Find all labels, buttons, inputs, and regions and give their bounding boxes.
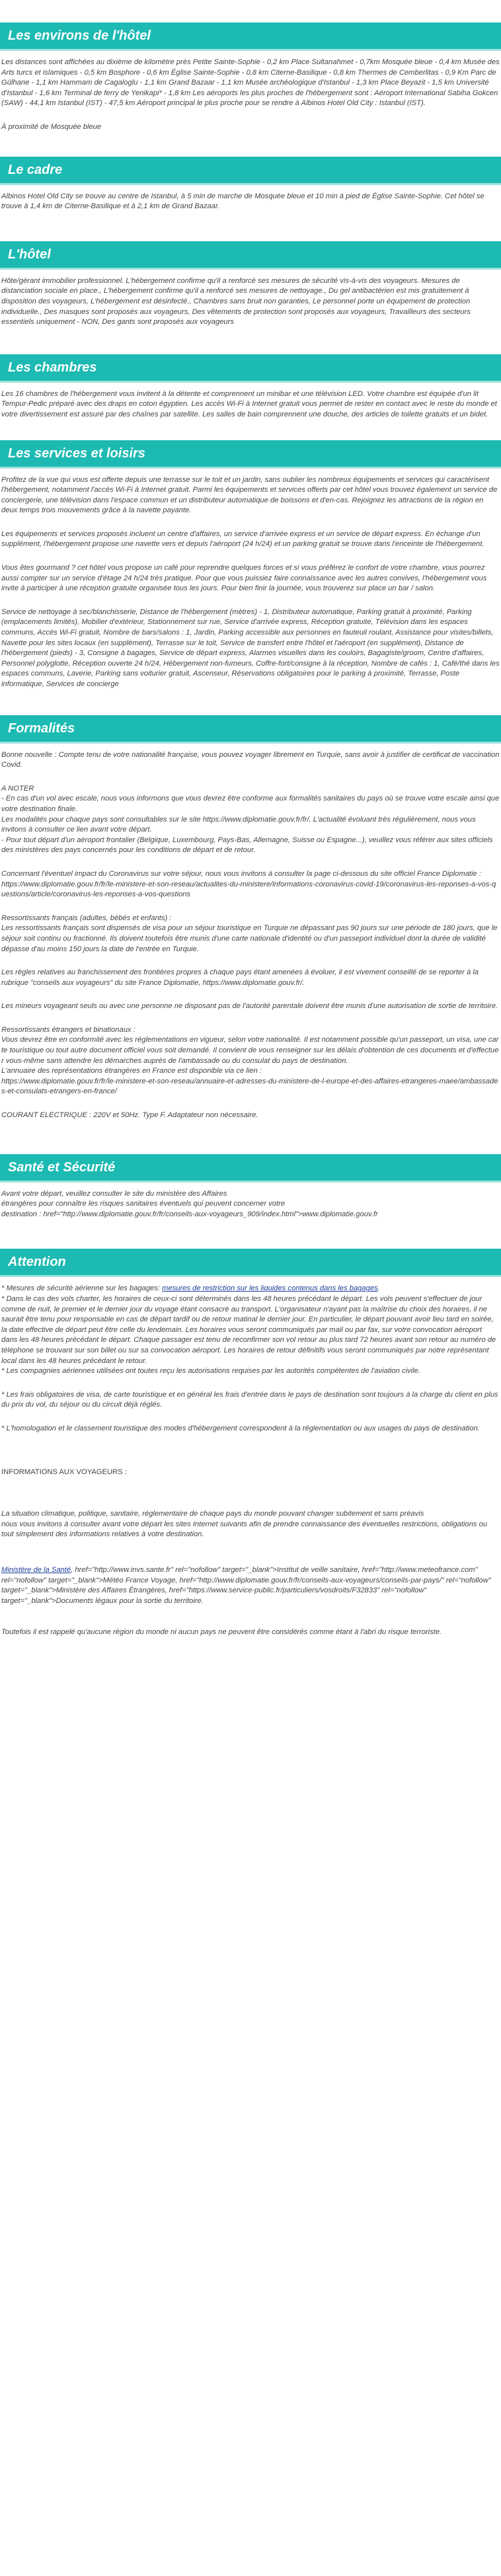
attention-text-6 [0,1565,501,1606]
hotel-text: Hôte/gérant immobilier professionnel. L'hébergement confirme qu'il a renforcé ses mesures de sécurité vis-à-vis des voyageurs. Mesures de distanciation sociale en place., L'hébergement confirme qu'il a renforcé ses mesures de nettoyage., Du gel antibactérien est mis gratuitement à disposition des voyageurs, L'hébergement est désinfecté., Chambres sans bruit non garanties, Le personnel porte un équipement de protection individuelle., Des masques sont proposés aux voyageurs, Des vêtements de protection sont proposés aux voyageurs, Travailleurs des secteurs essentiels uniquement - NON, Des gants sont proposés aux voyageurs [1,276,471,327]
formalites-text-1: Bonne nouvelle : Compte tenu de votre nationalité française, vous pouvez voyager librement en Turquie, sans avoir à justifier de certificat de vaccination Covid. [1,750,500,769]
environs-proximity-text: À proximité de Mosquée bleue [1,122,102,131]
attention-text-1 [0,1284,501,1376]
services-text-1: Profitez de la vue qui vous est offerte depuis une terrasse sur le toit et un jardin, sans oublier les nombreux équipements et services qui caractérisent l'hébergement, notamment l'accès Wi-Fi à Internet gratuit. Parmi les équipements et services offerts par cet hôtel vous trouvez également un service de conciergerie, une télévision dans l'espace commun et un distributeur automatique de boissons et d'en-cas. Rejoignez les attractions de la région en deux temps trois mouvements grâce à la navette payante. [1,475,498,515]
sante-text: Avant votre départ, veuillez consulter le site du ministère des Affaires étrangères pour connaître les risques sanitaires éventuels qui peuvent concerner votre destination : href="http://www.diplomatie.gouv.fr/fr/conseils-aux-voyageurs_909/index.html">www.diplomatie.gouv.fr [1,1189,378,1218]
section-title-attention: Attention [0,1249,501,1277]
chambres-text: Les 16 chambres de l'hébergement vous invitent à la détente et comprennent un minibar et une télévision LED. Votre chambre est équipée d'un lit Tempur-Pedic préparé avec des draps en coton égyptien. Les accès Wi-Fi à Internet gratuit vous permet de rester en contact avec le reste du monde et votre divertissement est assuré par des chaînes par satellite. Les salles de bain comprennent une douche, des articles de toilette gratuits et un bidet. [1,389,497,418]
attention-text-3: * L'homologation et le classement touristique des modes d'hébergement correspondent à la réglementation ou aux usages du pays de destination. [1,1424,480,1432]
section-environs [0,0,501,133]
section-sante [0,1154,501,1220]
attention-text-6-body: , href="http://www.invs.sante.fr" rel="nofollow" target="_blank">Institut de veille sanitaire, href="http://www.meteofrance.com" rel="nofollow" target="_blank">Météo France Voyage, href="http://www.diplomatie.gouv.fr/fr/conseils-aux-voyageurs/conseils-par-pays/" rel="nofollow" target="_blank">Ministère des Affaires Étrangères, href="https://www.service-public.fr/particuliers/vosdroits/F32833" rel="nofollow" target="_blank">Documents légaux pour la sortie du territoire. [1,1565,491,1605]
ministere-sante-link[interactable]: Ministère de la Santé [1,1565,71,1574]
section-title-services: Les services et loisirs [0,440,501,469]
attention-text-2: * Les frais obligatoires de visa, de carte touristique et en général les frais d'entrée dans le pays de destination sont toujours à la charge du client en plus du prix du vol, du séjour ou du circuit déjà réglés. [1,1390,498,1409]
attention-text-7: Toutefois il est rappelé qu'aucune région du monde ni aucun pays ne peuvent être considérés comme étant à l'abri du risque terroriste. [1,1628,442,1637]
section-title-environs: Les environs de l'hôtel [0,22,501,51]
liquids-restriction-link[interactable]: mesures de restriction sur les liquides contenus dans les bagages [162,1284,378,1293]
formalites-text-5: Les règles relatives au franchissement des frontières propres à chaque pays étant amenées à évoluer, il est vivement conseillé de se reporter à la rubrique "conseils aux voyageurs" du site France Diplomatie, https://www.diplomatie.gouv.fr/. [1,968,479,987]
formalites-text-4: Ressortissants français (adultes, bébés et enfants) : Les ressortissants français sont dispensés de visa pour un séjour touristique en Turquie ne dépassant pas 90 jours sur une période de 180 jours, que le séjour soit continu ou fractionné. Ils doivent toutefois être munis d'une carte nationale d'identité ou d'un passeport individuel dont la durée de validité dépasse d'au moins 150 jours la date de l'entrée en Turquie. [1,914,498,953]
formalites-text-2: A NOTER - En cas d'un vol avec escale, nous vous informons que vous devrez être conforme aux formalités sanitaires du pays où se trouve votre escale ainsi que votre destination finale. Les modalités pour chaque pays sont consultables sur le site https://www.diplomatie.gouv.fr/fr/. L'actualité évoluant très régulièrement, nous vous invitons à consulter ce lien avant votre départ. - Pour tout départ d'un aéroport frontalier (Belgique, Luxembourg, Pays-Bas, Allemagne, Suisse ou Espagne...), veuillez vous référer aux sites officiels des ministères des pays concernés pour les conditions de départ et de retour. [1,784,500,855]
attention-text-1-body: . * Dans le cas des vols charter, les horaires de ceux-ci sont déterminés dans les 48 heures précédant le départ. Les vols peuvent s'effectuer de jour comme de nuit, le premier et le dernier jour du voyage étant consacré au transport. L'organisateur n'ayant pas la maîtrise du choix des horaires, il ne saurait être tenu pour responsable en cas de départ tardif ou de retour matinal le dernier jour. En particulier, le départ pouvant avoir lieu tard en soirée, la date effective de départ peut être celle du lendemain. Les horaires vous seront communiqués par mail ou par fax, sur votre convocation aéroport dans les 48 heures précédant le départ. Chaque passager est tenu de reconfirmer son vol retour au plus tard 72 heures avant son retour au numéro de téléphone se trouvant sur son billet ou sur sa convocation aéroport. Les horaires de retour définitifs vous seront communiqués par notre représentant local dans les 48 heures précédant le retour. * Les compagnies aériennes utilisées ont toutes reçu les autorisations requises par les autorités compétentes de l'aviation civile. [1,1284,496,1376]
section-title-cadre: Le cadre [0,157,501,185]
formalites-text-7: Ressortissants étrangers et binationaux : Vous devrez être en conformité avec les réglementations en vigueur, selon votre nationalité. Il est notamment possible qu'un passeport, un visa, une carte touristique ou tout autre document officiel vous soit demandé. Il convient de vous renseigner sur les délais d'obtention de ces documents et d'effectuer vous-même sans attendre les démarches auprès de l'ambassade ou du consulat du pays de destination. L'annuaire des représentations étrangères en France est disponible via ce lien : https://www.diplomatie.gouv.fr/fr/le-ministere-et-son-reseau/annuaire-et-adresses-du-ministere-de-l-europe-et-des-affaires-etrangeres-maee/ambassades-et-consulats-etrangers-en-france/ [1,1025,499,1096]
section-formalites [0,715,501,1121]
section-cadre [0,157,501,212]
services-text-2: Les équipements et services proposés incluent un centre d'affaires, un service d'arrivée express et un service de départ express. En échange d'un supplément, l'hébergement propose une navette vers et depuis l'aéroport (24 h/24) et un parking gratuit se trouve dans l'enceinte de l'hébergement. [1,529,484,549]
section-title-hotel: L'hôtel [0,241,501,270]
section-services [0,440,501,690]
services-text-4: Service de nettoyage à sec/blanchisserie, Distance de l'hébergement (mètres) - 1, Distributeur automatique, Parking gratuit à proximité, Parking (emplacements limités), Mobilier d'extérieur, Stationnement sur rue, Service d'arrivée express, Réception gratuite, Télévision dans les espaces communs, Accès Wi-Fi gratuit, Nombre de bars/salons : 1, Jardin, Parking accessible aux personnes en fauteuil roulant, Assistance pour visites/billets, Navette pour les sites locaux (en supplément), Terrasse sur le toit, Service de transfert entre l'hôtel et l'aéroport (en supplément), Distance de l'hébergement (pieds) - 3, Consigne à bagages, Service de départ express, Alarmes visuelles dans les couloirs, Bagagiste/groom, Centre d'affaires, Personnel polyglotte, Réception ouverte 24 h/24, Hébergement non-fumeurs, Coffre-fort/consigne à la réception, Nombre de cafés : 1, Café/thé dans les espaces communs, Laverie, Parking sans voiturier gratuit, Ascenseur, Réservations obligatoires pour le parking à proximité, Terrasse, Poste informatique, Services de concierge [1,607,500,688]
section-hotel [0,241,501,328]
attention-text-5: La situation climatique, politique, sanitaire, réglementaire de chaque pays du monde pouvant changer subitement et sans préavis nous vous invitons à consulter avant votre départ les sites Internet suivants afin de prendre connaissance des éventuelles restrictions, obligations ou tout simplement des informations relatives à votre destination. [1,1510,488,1539]
attention-text-1-prefix: * Mesures de sécurité aérienne sur les bagages: [1,1284,163,1293]
attention-info-heading: INFORMATIONS AUX VOYAGEURS : [1,1467,127,1476]
services-text-3: Vous êtes gourmand ? cet hôtel vous propose un café pour reprendre quelques forces et si vous préférez le confort de votre chambre, vous pourrez aussi compter sur un service d'étage 24 h/24 très pratique. Pour que vous puissiez faire connaissance avec les autres convives, l'hébergement vous invite à participer à une réception gratuite organisée tous les jours. Pour bien finir la journée, vous trouverez sur place un bar / salon. [1,564,487,593]
formalites-text-8: COURANT ELECTRIQUE : 220V et 50Hz. Type F. Adaptateur non nécessaire. [1,1111,258,1120]
section-title-chambres: Les chambres [0,354,501,383]
section-title-formalites: Formalités [0,715,501,744]
section-chambres [0,354,501,420]
section-attention [0,1249,501,1637]
environs-distances-text: Les distances sont affichées au dixième de kilomètre près Petite Sainte-Sophie - 0,2 km Place Sultanahmet - 0,7km Mosquée bleue - 0,4 km Musée des Arts turcs et islamiques - 0,5 km Bosphore - 0,6 km Église Sainte-Sophie - 0,8 km Citerne-Basilique - 0,8 km Thermes de Cemberlitas - 0,9 Km Parc de Gülhane - 1,1 km Hammam de Cagaloglu - 1,1 km Grand Bazaar - 1,1 km Musée archéologique d'Istanbul - 1,3 km Place Beyazit - 1,5 km Université d'Istanbul - 1,6 km Terminal de ferry de Yenikapi* - 1,8 km Les aéroports les plus proches de l'hébergement sont : Aéroport International Sabiha Gokcen (SAW) - 44,1 km Istanbul (IST) - 47,5 km Aéroport principal le plus proche pour se rendre à Albinos Hotel Old City : Istanbul (IST). [1,58,500,108]
cadre-text: Albinos Hotel Old City se trouve au centre de Istanbul, à 5 min de marche de Mosquée bleue et 10 min à pied de Église Sainte-Sophie. Cet hôtel se trouve à 1,4 km de Citerne-Basilique et à 2,1 km de Grand Bazaar. [1,192,484,211]
formalites-text-6: Les mineurs voyageant seuls ou avec une personne ne disposant pas de l'autorité parentale doivent être munis d'une autorisation de sortie de territoire. [1,1002,498,1011]
section-title-sante: Santé et Sécurité [0,1154,501,1183]
formalites-text-3: Concernant l'éventuel impact du Coronavirus sur votre séjour, nous vous invitons à consulter la page ci-dessous du site officiel France Diplomatie : https://www.diplomatie.gouv.fr/fr/le-ministere-et-son-reseau/actualites-du-ministere/informations-coronavirus-covid-19/coronavirus-les-reponses-a-vos-questions/article/coronavirus-les-reponses-a-vos-questions [1,869,496,899]
